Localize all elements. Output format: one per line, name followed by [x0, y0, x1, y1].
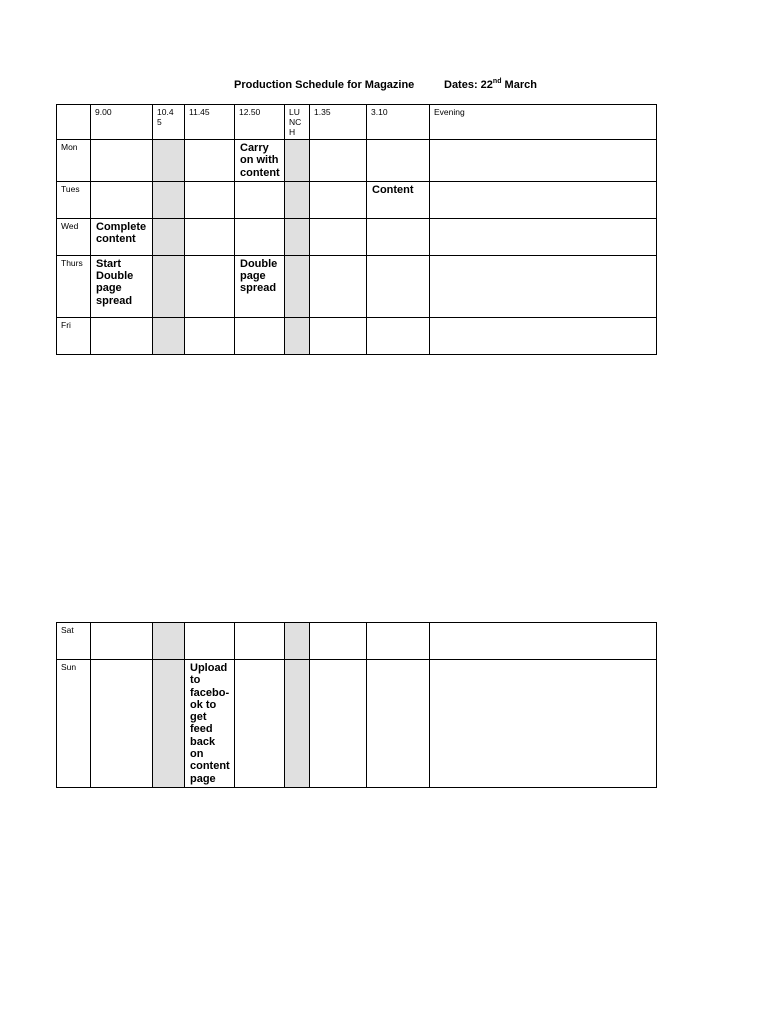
- time-header-evening: Evening: [430, 105, 657, 140]
- cell: [185, 317, 235, 354]
- dates-prefix: Dates: 22: [444, 79, 493, 91]
- day-label: Tues: [57, 181, 91, 218]
- cell: [367, 181, 430, 218]
- cell: [430, 140, 657, 182]
- cell: [235, 140, 285, 182]
- lunch-cell: [285, 140, 310, 182]
- row-sun: [57, 660, 657, 788]
- schedule-table-weekend: [56, 622, 657, 788]
- cell: [430, 181, 657, 218]
- lunch-cell: [285, 218, 310, 255]
- time-header-1145: 11.45: [185, 105, 235, 140]
- cell: [91, 660, 153, 788]
- cell: [430, 660, 657, 788]
- time-header-900: 9.00: [91, 105, 153, 140]
- cell: [367, 218, 430, 255]
- schedule-entry: Complete content: [96, 220, 147, 246]
- cell: [91, 181, 153, 218]
- break-cell: [153, 140, 185, 182]
- row-thurs: [57, 255, 657, 317]
- cell: [235, 218, 285, 255]
- break-cell: [153, 218, 185, 255]
- cell: [430, 218, 657, 255]
- cell: [430, 255, 657, 317]
- row-wed: [57, 218, 657, 255]
- cell: [185, 181, 235, 218]
- break-cell: [153, 255, 185, 317]
- cell: [367, 140, 430, 182]
- corner-cell: [57, 105, 91, 140]
- schedule-entry: Carry on with content: [240, 142, 280, 179]
- cell: [235, 623, 285, 660]
- cell: [185, 218, 235, 255]
- cell: [185, 623, 235, 660]
- cell: [367, 623, 430, 660]
- break-cell: [153, 181, 185, 218]
- schedule-entry: Start Double page spread: [96, 257, 134, 307]
- schedule-entry: Upload to facebo- ok to get feed back on content page: [190, 662, 230, 785]
- schedule-title: Production Schedule for Magazine: [234, 79, 415, 91]
- time-header-310: 3.10: [367, 105, 430, 140]
- lunch-cell: [285, 181, 310, 218]
- time-header-135: 1.35: [310, 105, 367, 140]
- cell: [91, 140, 153, 182]
- time-header-lunch: LU NC H: [285, 105, 310, 140]
- dates-ordinal: nd: [492, 78, 502, 85]
- row-tues: [57, 181, 657, 218]
- day-label: Thurs: [57, 255, 91, 317]
- cell: [310, 660, 367, 788]
- cell: [91, 317, 153, 354]
- time-header-1250: 12.50: [235, 105, 285, 140]
- day-label: Mon: [57, 140, 91, 182]
- row-fri: [57, 317, 657, 354]
- day-label: Sat: [57, 623, 91, 660]
- cell: [310, 181, 367, 218]
- header-row: [57, 105, 657, 140]
- cell: [235, 255, 285, 317]
- cell: [310, 317, 367, 354]
- cell: [91, 255, 153, 317]
- cell: [310, 218, 367, 255]
- schedule-dates: [444, 78, 537, 91]
- day-label: Wed: [57, 218, 91, 255]
- day-label: Sun: [57, 660, 91, 788]
- cell: [430, 317, 657, 354]
- lunch-cell: [285, 317, 310, 354]
- schedule-entry: Double page spread: [240, 257, 278, 295]
- cell: [310, 255, 367, 317]
- break-cell: [153, 317, 185, 354]
- cell: [430, 623, 657, 660]
- row-sat: [57, 623, 657, 660]
- cell: [185, 255, 235, 317]
- lunch-cell: [285, 255, 310, 317]
- cell: [367, 317, 430, 354]
- lunch-cell: [285, 623, 310, 660]
- break-cell: [153, 623, 185, 660]
- cell: [185, 140, 235, 182]
- dates-month: March: [501, 79, 537, 91]
- cell: [367, 660, 430, 788]
- day-label: Fri: [57, 317, 91, 354]
- cell: [235, 660, 285, 788]
- cell: [91, 218, 153, 255]
- cell: [185, 660, 235, 788]
- schedule-entry: Content: [372, 183, 414, 196]
- time-header-1045: 10.4 5: [153, 105, 185, 140]
- cell: [235, 317, 285, 354]
- schedule-table-weekdays: [56, 104, 657, 355]
- cell: [91, 623, 153, 660]
- cell: [310, 140, 367, 182]
- row-mon: [57, 140, 657, 182]
- cell: [367, 255, 430, 317]
- cell: [235, 181, 285, 218]
- cell: [310, 623, 367, 660]
- break-cell: [153, 660, 185, 788]
- lunch-cell: [285, 660, 310, 788]
